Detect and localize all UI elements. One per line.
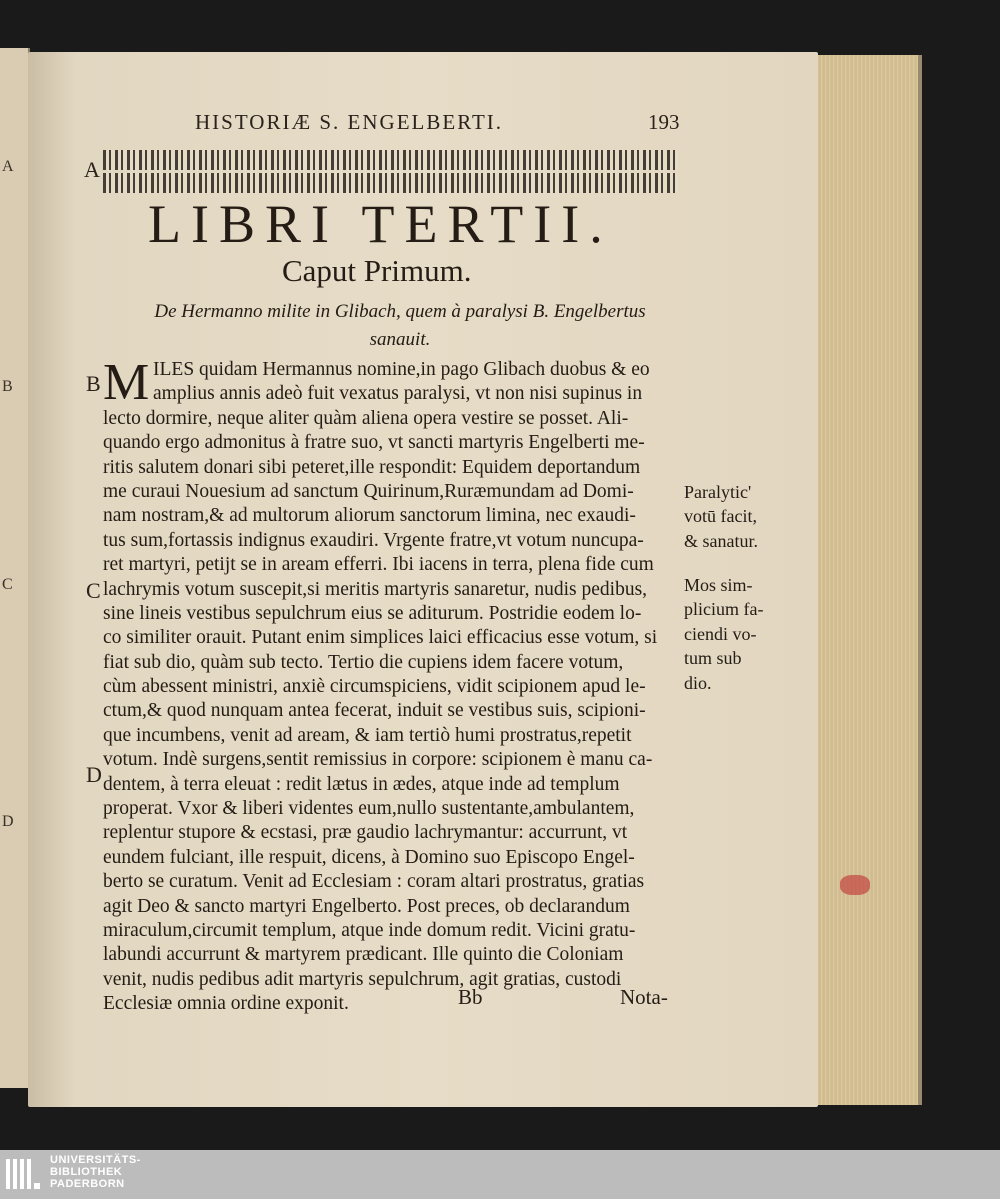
catchword: Nota- [620,985,668,1009]
library-name-line: UNIVERSITÄTS- [50,1154,141,1166]
margin-note-line: dio. [684,672,712,693]
library-name-line: BIBLIOTHEK [50,1166,123,1178]
body-line: dentem, à terra eleuat : redit lætus in ædes, atque inde ad templum [103,773,620,795]
body-line: ILES quidam Hermannus nomine,in pago Glibach duobus & eo [153,359,650,380]
margin-note-custom [684,573,763,695]
body-line: ritis salutem donari sibi peteret,ille respondit: Equidem deportandum [103,456,641,478]
section-letter-d: D [86,762,102,787]
ornament-band-bottom [103,173,678,193]
section-letter-b: B [86,371,101,396]
margin-note-line: plicium fa- [684,599,764,620]
body-line: ctum,& quod nunquam antea fecerat, induit se vestibus suis, scipioni- [103,700,646,722]
section-letter-c: C [86,578,101,603]
library-name [50,1154,141,1190]
body-line: quando ergo admonitus à fratre suo, vt sancti martyris Engelberti me- [103,432,645,454]
signature-mark: Bb [458,985,483,1009]
body-line: ret martyri, petijt se in aream efferri. Ibi iacens in terra, plena fide cum [103,554,654,576]
body-line: labundi accurrunt & martyrem prædicant. Ille quinto die Coloniam [103,944,624,966]
margin-note-line: Mos sim- [684,575,753,595]
library-name-line: PADERBORN [50,1178,125,1190]
subtitle-line: De Hermanno milite in Glibach, quem à paralysi B. Engelbertus [154,301,646,322]
library-logo-icon [4,1155,42,1193]
body-line: tus sum,fortassis indignus exaudiri. Vrgente fratre,vt votum nuncupa- [103,529,644,551]
body-line: cùm abessent ministri, anxiè circumspiciens, vidit scipionem apud le- [103,676,646,698]
subtitle-line: sanauit. [369,329,431,350]
book-title: LIBRI TERTII. [148,194,613,254]
page-number: 193 [648,110,680,134]
body-text [103,354,678,1017]
body-line: Ecclesiæ omnia ordine exponit. [103,993,349,1015]
chapter-heading: Caput Primum. [282,253,472,288]
left-page-mark: A [2,158,14,175]
red-stain [840,875,870,895]
ornament-band-top [103,150,678,170]
margin-note-line: votū facit, [684,506,757,527]
margin-note-line: & sanatur. [684,530,758,551]
library-footer [0,1150,1000,1199]
body-line: replentur stupore & ecstasi, præ gaudio lachrymantur: accurrunt, vt [103,822,628,844]
left-page-edge [0,48,30,1088]
body-line: co similiter orauit. Putant enim simplices laici efficacius esse votum, si [103,627,658,649]
body-line: fiat sub dio, quàm sub tecto. Tertio die cupiens idem facere votum, [103,651,624,673]
left-page-mark: D [2,813,14,830]
margin-note-line: tum sub [684,648,742,669]
left-page-mark: C [2,576,13,593]
margin-note-line: Paralytic' [684,482,752,502]
chapter-subtitle [130,298,670,354]
body-line: me curaui Nouesium ad sanctum Quirinum,Ruræmundam ad Domi- [103,480,634,502]
drop-capital: M [103,354,150,411]
body-line: lecto dormire, neque aliter quàm aliena opera vestire se posset. Ali- [103,407,629,429]
page-edges [818,55,922,1105]
body-line: venit, nudis pedibus adit martyris sepulchrum, agit gratias, custodi [103,968,622,990]
body-line: amplius annis adeò fuit vexatus paralysi, vt non nisi supinus in [153,383,643,405]
margin-note-paralytic [684,480,758,553]
body-line: votum. Indè surgens,sentit remissius in corpore: scipionem è manu ca- [103,749,653,771]
left-page-mark: B [2,378,13,395]
margin-note-line: ciendi vo- [684,623,757,644]
section-letter-a: A [84,157,100,182]
body-line: agit Deo & sancto martyri Engelberto. Post preces, ob declarandum [103,895,630,917]
body-line: eundem fulciant, ille respuit, dicens, à Domino suo Episcopo Engel- [103,846,635,868]
body-line: properat. Vxor & liberi videntes eum,nullo sustentante,ambulantem, [103,798,635,820]
body-line: miraculum,circumit templum, atque inde domum redit. Vicini gratu- [103,919,636,941]
body-line: que incumbens, venit ad aream, & iam tertiò humi prostratus,repetit [103,724,632,746]
body-line: nam nostram,& ad multorum aliorum sanctorum limina, nec exaudi- [103,505,636,527]
running-head: HISTORIÆ S. ENGELBERTI. [195,110,504,134]
body-line: berto se curatum. Venit ad Ecclesiam : coram altari prostratus, gratias [103,871,645,893]
body-line: lachrymis votum suscepit,si meritis martyris sanaretur, nudis pedibus, [103,578,648,600]
body-line: sine lineis vestibus sepulchrum eius se aditurum. Postridie eodem lo- [103,602,642,624]
